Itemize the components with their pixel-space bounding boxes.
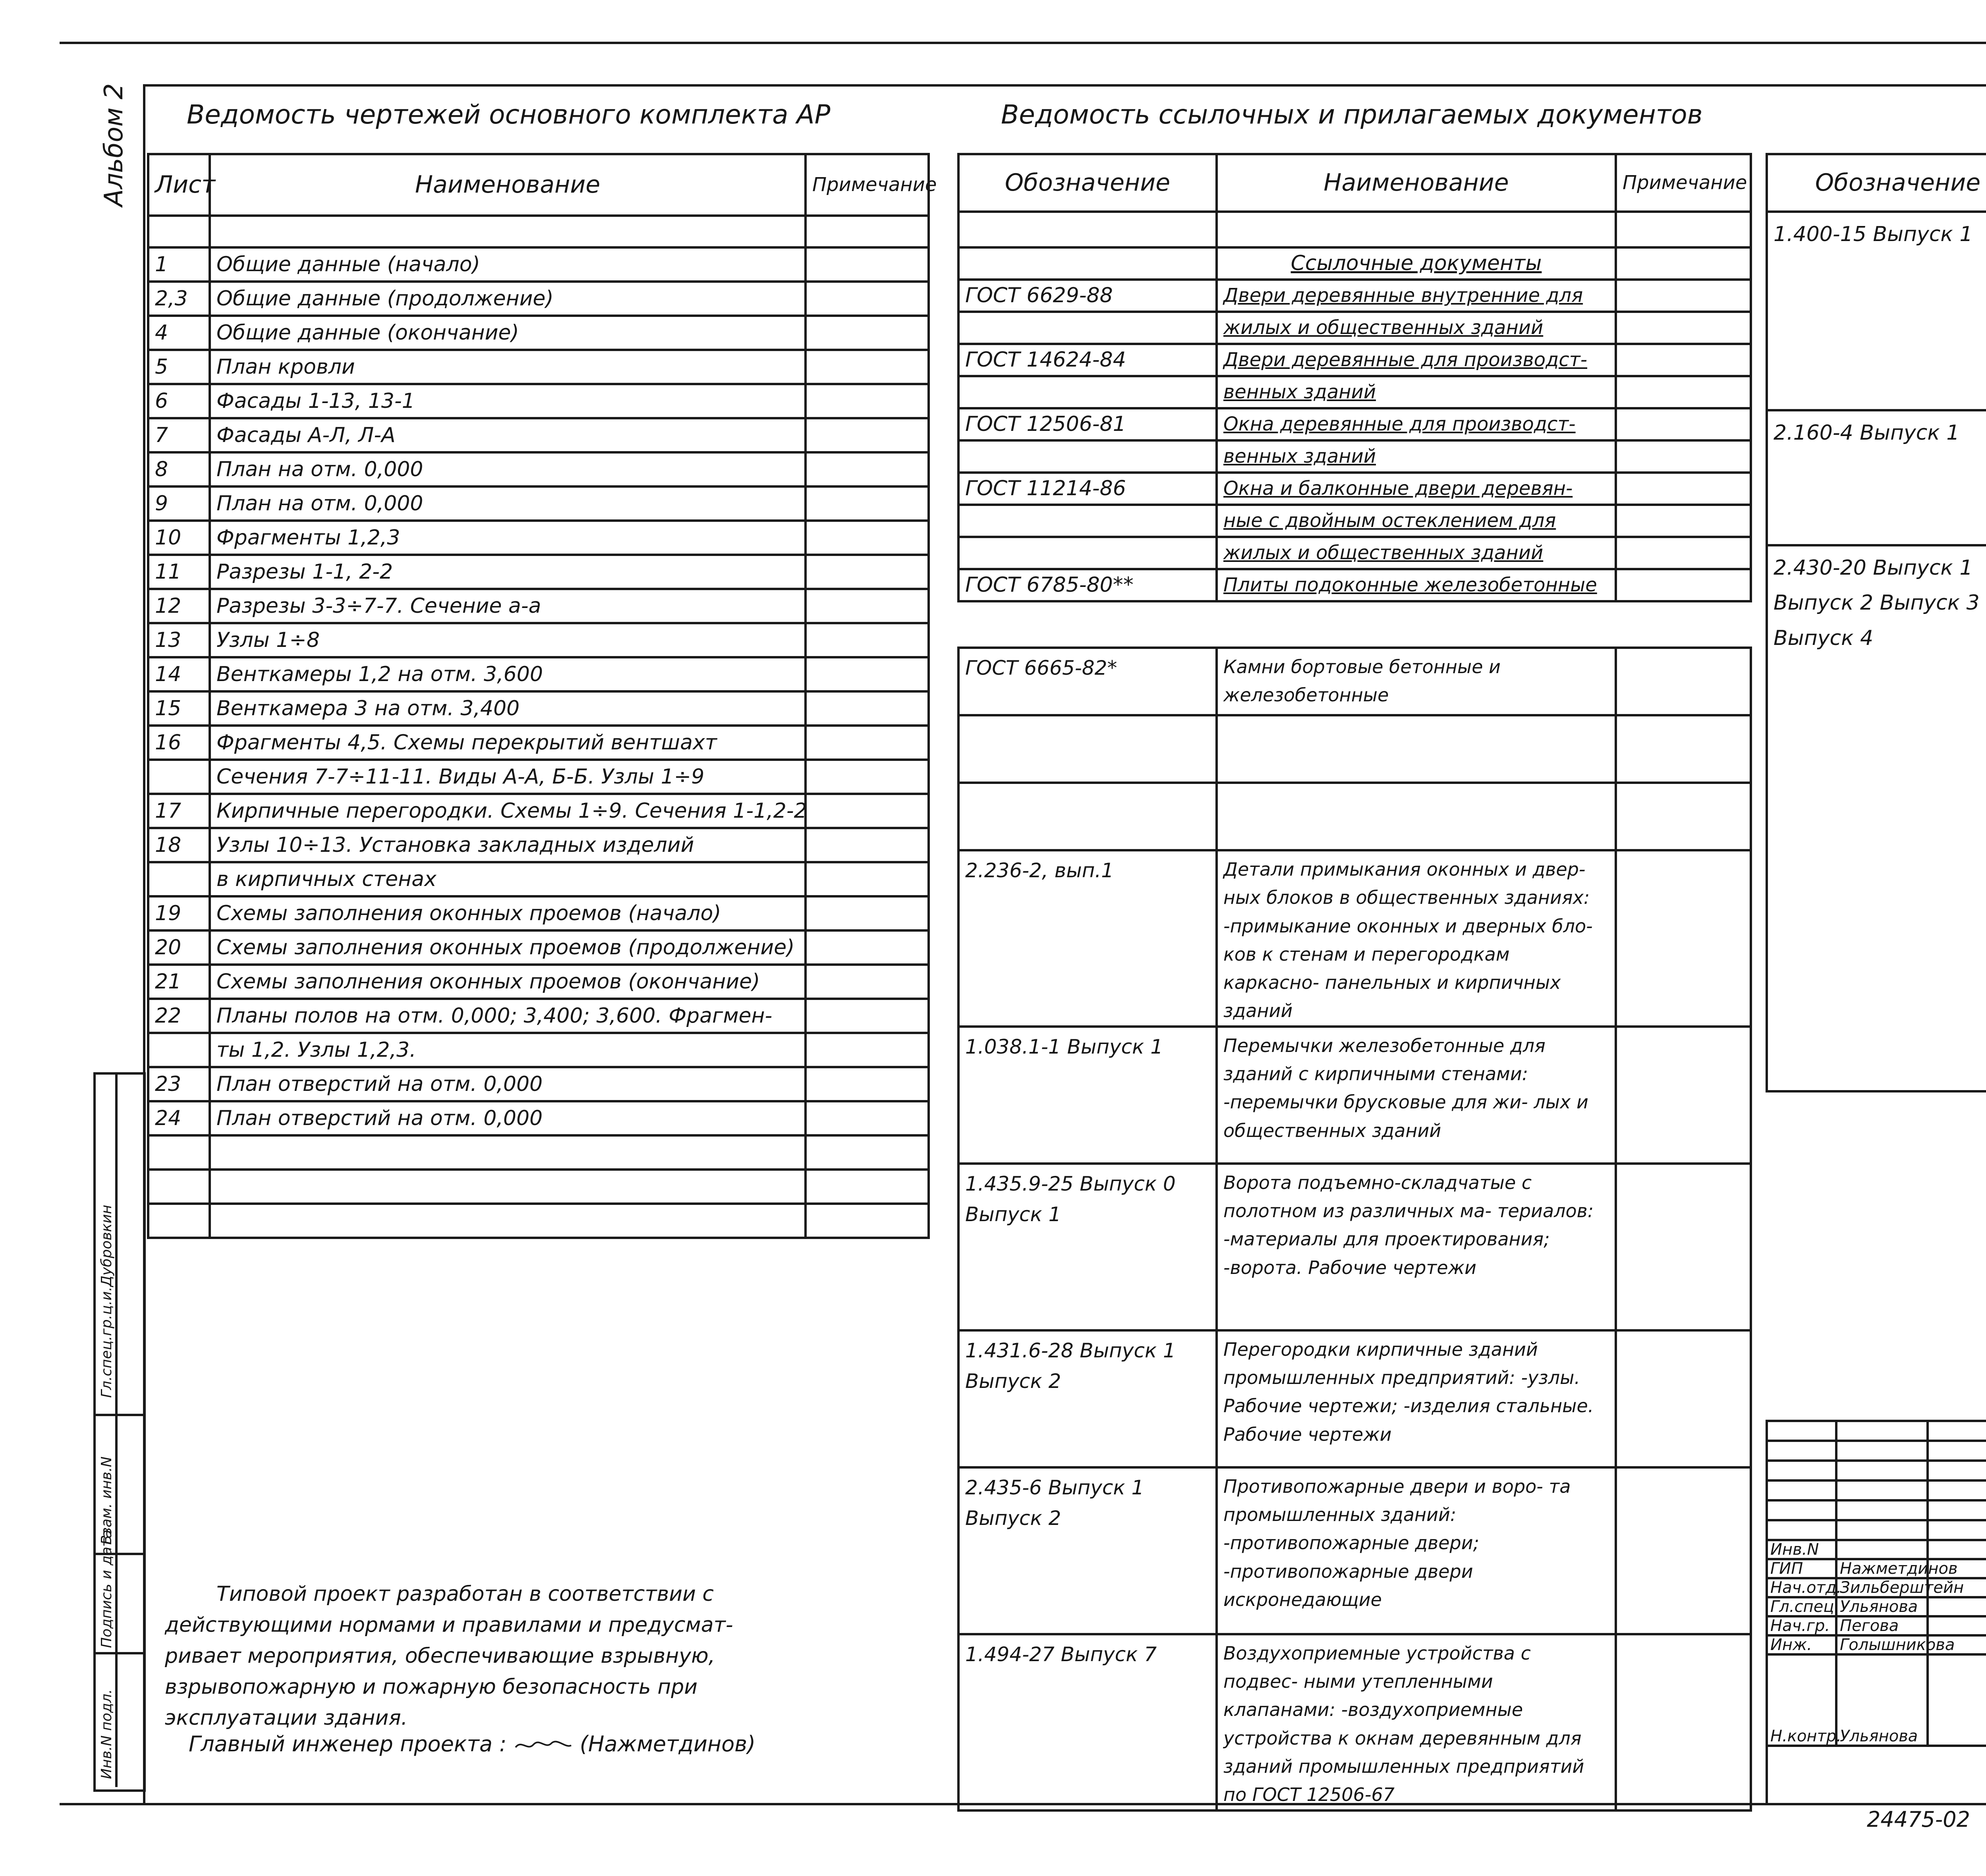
table-row bbox=[958, 247, 1751, 280]
row-note bbox=[806, 999, 929, 1033]
tb-inv-label: Инв.N bbox=[1767, 1540, 1836, 1559]
right-references-table bbox=[1766, 153, 1986, 1092]
row-sheet-number: 10 bbox=[148, 521, 210, 555]
row-name: Фрагменты 4,5. Схемы перекрытий вентшахт bbox=[210, 726, 806, 760]
ref-code bbox=[958, 212, 1217, 247]
table-row bbox=[958, 344, 1751, 376]
row-name: Фасады А-Л, Л-А bbox=[210, 418, 806, 452]
table-row bbox=[148, 555, 929, 589]
stamp-cell bbox=[1928, 1461, 1986, 1480]
stamp-name: Нажметдинов bbox=[1836, 1559, 1928, 1578]
ref-name: жилых и общественных зданий bbox=[1217, 312, 1616, 344]
stamp-role: ГИП bbox=[1767, 1559, 1836, 1578]
row-note bbox=[806, 1204, 929, 1238]
stamp-cell bbox=[1767, 1520, 1836, 1540]
table-row bbox=[148, 418, 929, 452]
table-row bbox=[958, 648, 1751, 715]
table-row bbox=[958, 783, 1751, 850]
row-note bbox=[806, 384, 929, 418]
row-note bbox=[806, 1033, 929, 1067]
stamp-cell bbox=[1928, 1500, 1986, 1520]
table-row bbox=[958, 473, 1751, 505]
ref-name: Камни бортовые бетонные и железобетонные bbox=[1217, 648, 1616, 715]
table-row bbox=[148, 794, 929, 828]
ref-code: ГОСТ 6665-82* bbox=[958, 648, 1217, 715]
row-sheet-number: 8 bbox=[148, 452, 210, 486]
row-note bbox=[806, 965, 929, 999]
table-row bbox=[148, 623, 929, 657]
stamp-cell bbox=[1767, 1441, 1836, 1461]
table-row bbox=[958, 440, 1751, 473]
stamp-cell bbox=[1928, 1421, 1986, 1441]
table-row bbox=[148, 216, 929, 247]
table-row bbox=[148, 1067, 929, 1101]
ref-code: ГОСТ 6629-88 bbox=[958, 280, 1217, 312]
ref-name: Плиты подоконные железобетонные bbox=[1217, 569, 1616, 601]
row-name: Разрезы 3-3÷7-7. Сечение а-а bbox=[210, 589, 806, 623]
stamp-cell bbox=[1836, 1421, 1928, 1441]
row-note bbox=[806, 216, 929, 247]
table-row bbox=[958, 715, 1751, 783]
ref-code bbox=[958, 537, 1217, 569]
row-note bbox=[806, 1170, 929, 1204]
table-row bbox=[1767, 410, 1986, 545]
ref-note bbox=[1616, 1467, 1751, 1634]
ref-name: Окна деревянные для производст- bbox=[1217, 408, 1616, 440]
ref-code: 2.236-2, вып.1 bbox=[958, 850, 1217, 1027]
row-note bbox=[806, 316, 929, 350]
row-name bbox=[210, 1204, 806, 1238]
engineer-name: (Нажметдинов) bbox=[580, 1731, 756, 1756]
stamp-signature bbox=[1928, 1597, 1986, 1616]
stamp-cell bbox=[1767, 1480, 1836, 1500]
row-note bbox=[806, 418, 929, 452]
table-row bbox=[148, 521, 929, 555]
ref-code: 1.494-27 Выпуск 7 bbox=[958, 1634, 1217, 1810]
stamp-cell bbox=[1767, 1421, 1836, 1441]
table-row bbox=[148, 896, 929, 930]
stamp-row bbox=[1767, 1421, 1986, 1441]
frame-top bbox=[60, 42, 1986, 44]
ref-note bbox=[1616, 1027, 1751, 1164]
row-note bbox=[806, 452, 929, 486]
project-note: Типовой проект разработан в соответствии с действующими нормами и правилами и предусмат- ривает мероприятия, обеспечивающие взрывную, взрывопожарную и пожарную безопасность при эксплуатации здания. bbox=[165, 1582, 733, 1730]
ref-code bbox=[958, 505, 1217, 537]
row-note bbox=[806, 1101, 929, 1135]
stamp-row bbox=[1767, 1441, 1986, 1461]
row-name: Схемы заполнения оконных проемов (окончание) bbox=[210, 965, 806, 999]
row-sheet-number: 11 bbox=[148, 555, 210, 589]
ref-note bbox=[1616, 850, 1751, 1027]
col-note-header: Примечание bbox=[806, 154, 929, 216]
row-sheet-number: 20 bbox=[148, 930, 210, 965]
row-note bbox=[806, 1135, 929, 1170]
ref-code: ГОСТ 6785-80** bbox=[958, 569, 1217, 601]
ref-note bbox=[1616, 1164, 1751, 1330]
album-label: Альбом 2 bbox=[99, 83, 129, 207]
frame-top-inner bbox=[143, 84, 1986, 87]
table-row bbox=[958, 1164, 1751, 1330]
stamp-signature bbox=[1928, 1616, 1986, 1635]
row-name bbox=[210, 216, 806, 247]
table-row bbox=[148, 452, 929, 486]
stamp-name: Ульянова bbox=[1836, 1597, 1928, 1616]
row-name: Кирпичные перегородки. Схемы 1÷9. Сечения 1-1,2-2 bbox=[210, 794, 806, 828]
ref-name-header: Наименование bbox=[1217, 154, 1616, 212]
row-note bbox=[806, 691, 929, 726]
table-row bbox=[958, 850, 1751, 1027]
table-row bbox=[148, 282, 929, 316]
ref-name: Противопожарные двери и воро- та промышленных зданий: -противопожарные двери; -противопожарные двери искронедающие bbox=[1217, 1467, 1616, 1634]
row-name: Разрезы 1-1, 2-2 bbox=[210, 555, 806, 589]
stamp-name: Пегова bbox=[1836, 1616, 1928, 1635]
stamp-name: Зильберштейн bbox=[1836, 1578, 1928, 1597]
ref-note bbox=[1616, 344, 1751, 376]
ref-code bbox=[958, 247, 1217, 280]
references-table bbox=[957, 153, 1752, 602]
table-row bbox=[148, 1170, 929, 1204]
ref-note bbox=[1616, 1330, 1751, 1467]
ref-name: Ворота подъемно-складчатые с полотном из различных ма- териалов: -материалы для проектирования; -ворота. Рабочие чертежи bbox=[1217, 1164, 1616, 1330]
ref-name: Двери деревянные для производст- bbox=[1217, 344, 1616, 376]
ref-name: венных зданий bbox=[1217, 440, 1616, 473]
right-code: 2.160-4 Выпуск 1 bbox=[1767, 410, 1986, 545]
row-sheet-number: 17 bbox=[148, 794, 210, 828]
row-note bbox=[806, 862, 929, 896]
row-name: Узлы 10÷13. Установка закладных изделий bbox=[210, 828, 806, 862]
ref-code: ГОСТ 11214-86 bbox=[958, 473, 1217, 505]
row-sheet-number: 14 bbox=[148, 657, 210, 691]
stamp-cell bbox=[1767, 1500, 1836, 1520]
row-note bbox=[806, 589, 929, 623]
right-code: 1.400-15 Выпуск 1 bbox=[1767, 212, 1986, 410]
stamp-name: Ульянова bbox=[1836, 1654, 1928, 1746]
stamp-role-row bbox=[1767, 1578, 1986, 1597]
stamp-cell bbox=[1836, 1520, 1928, 1540]
table-row bbox=[148, 1204, 929, 1238]
row-note bbox=[806, 247, 929, 282]
row-name: Сечения 7-7÷11-11. Виды А-А, Б-Б. Узлы 1÷9 bbox=[210, 760, 806, 794]
ref-note bbox=[1616, 473, 1751, 505]
stamp-role: Гл.спец. bbox=[1767, 1597, 1836, 1616]
row-name: Общие данные (продолжение) bbox=[210, 282, 806, 316]
table-row bbox=[148, 862, 929, 896]
references-blocks-table bbox=[957, 647, 1752, 1812]
ref-note bbox=[1616, 569, 1751, 601]
row-note bbox=[806, 657, 929, 691]
row-name: План на отм. 0,000 bbox=[210, 486, 806, 521]
table-row bbox=[958, 376, 1751, 408]
table-row bbox=[958, 408, 1751, 440]
row-note bbox=[806, 896, 929, 930]
table-row bbox=[958, 1027, 1751, 1164]
row-name: в кирпичных стенах bbox=[210, 862, 806, 896]
row-sheet-number: 12 bbox=[148, 589, 210, 623]
stamp-cell bbox=[1928, 1520, 1986, 1540]
row-name: Фасады 1-13, 13-1 bbox=[210, 384, 806, 418]
middle-table-title: Ведомость ссылочных и прилагаемых документов bbox=[1001, 99, 1703, 130]
col-sheet-header: Лист bbox=[148, 154, 210, 216]
ref-note bbox=[1616, 648, 1751, 715]
ref-note bbox=[1616, 212, 1751, 247]
table-row bbox=[958, 1330, 1751, 1467]
stamp-role: Нач.отд. bbox=[1767, 1578, 1836, 1597]
row-name bbox=[210, 1135, 806, 1170]
engineer-signature bbox=[514, 1737, 573, 1753]
row-sheet-number: 19 bbox=[148, 896, 210, 930]
row-sheet-number bbox=[148, 1135, 210, 1170]
row-note bbox=[806, 623, 929, 657]
row-note bbox=[806, 1067, 929, 1101]
row-sheet-number: 1 bbox=[148, 247, 210, 282]
table-row bbox=[148, 350, 929, 384]
table-row bbox=[148, 1101, 929, 1135]
row-name: Узлы 1÷8 bbox=[210, 623, 806, 657]
row-sheet-number: 2,3 bbox=[148, 282, 210, 316]
engineer-label: Главный инженер проекта : bbox=[189, 1731, 507, 1756]
row-sheet-number: 6 bbox=[148, 384, 210, 418]
row-note bbox=[806, 794, 929, 828]
ref-note bbox=[1616, 505, 1751, 537]
margin-label-chief: Гл.спец.гр.ц.и.Дубровкин bbox=[99, 1204, 115, 1398]
row-name: Венткамера 3 на отм. 3,400 bbox=[210, 691, 806, 726]
row-sheet-number: 23 bbox=[148, 1067, 210, 1101]
ref-name: жилых и общественных зданий bbox=[1217, 537, 1616, 569]
stamp-role-row bbox=[1767, 1597, 1986, 1616]
stamp-role-row bbox=[1767, 1635, 1986, 1654]
table-row bbox=[958, 280, 1751, 312]
row-sheet-number: 18 bbox=[148, 828, 210, 862]
table-row bbox=[148, 999, 929, 1033]
stamp-row bbox=[1767, 1461, 1986, 1480]
stamp-name: Голышникова bbox=[1836, 1635, 1928, 1654]
stamp-row bbox=[1767, 1520, 1986, 1540]
table-row bbox=[958, 505, 1751, 537]
row-note bbox=[806, 555, 929, 589]
ref-name: Ссылочные документы bbox=[1217, 247, 1616, 280]
row-name: ты 1,2. Узлы 1,2,3. bbox=[210, 1033, 806, 1067]
right-code-header: Обозначение bbox=[1767, 154, 1986, 212]
ref-note bbox=[1616, 312, 1751, 344]
row-sheet-number: 13 bbox=[148, 623, 210, 657]
ref-code-header: Обозначение bbox=[958, 154, 1217, 212]
ref-name: Окна и балконные двери деревян- bbox=[1217, 473, 1616, 505]
row-sheet-number bbox=[148, 216, 210, 247]
row-name: План отверстий на отм. 0,000 bbox=[210, 1067, 806, 1101]
margin-divider-h1 bbox=[93, 1414, 143, 1416]
stamp-role: Инж. bbox=[1767, 1635, 1836, 1654]
ref-code bbox=[958, 440, 1217, 473]
ref-name bbox=[1217, 212, 1616, 247]
ref-note bbox=[1616, 1634, 1751, 1810]
ref-note bbox=[1616, 783, 1751, 850]
table-row bbox=[148, 930, 929, 965]
stamp-role-row bbox=[1767, 1559, 1986, 1578]
ref-note bbox=[1616, 715, 1751, 783]
margin-divider-h3 bbox=[93, 1652, 143, 1654]
row-name: План на отм. 0,000 bbox=[210, 452, 806, 486]
stamp-row bbox=[1767, 1480, 1986, 1500]
row-name: Планы полов на отм. 0,000; 3,400; 3,600. Фрагмен- bbox=[210, 999, 806, 1033]
table-row bbox=[148, 589, 929, 623]
stamp-grid bbox=[1766, 1420, 1986, 1747]
row-note bbox=[806, 350, 929, 384]
ref-note bbox=[1616, 376, 1751, 408]
row-sheet-number bbox=[148, 862, 210, 896]
ref-name bbox=[1217, 715, 1616, 783]
ref-note bbox=[1616, 440, 1751, 473]
ref-note bbox=[1616, 247, 1751, 280]
left-table-title: Ведомость чертежей основного комплекта АР bbox=[187, 99, 831, 130]
table-row bbox=[1767, 212, 1986, 410]
row-sheet-number: 24 bbox=[148, 1101, 210, 1135]
ref-code: 1.431.6-28 Выпуск 1 Выпуск 2 bbox=[958, 1330, 1217, 1467]
ref-code bbox=[958, 715, 1217, 783]
ref-name: ные с двойным остеклением для bbox=[1217, 505, 1616, 537]
row-sheet-number bbox=[148, 1170, 210, 1204]
margin-label-vzam: Взам. инв.N bbox=[99, 1456, 115, 1545]
row-sheet-number: 4 bbox=[148, 316, 210, 350]
stamp-cell bbox=[1836, 1461, 1928, 1480]
ref-code bbox=[958, 783, 1217, 850]
table-row bbox=[148, 828, 929, 862]
stamp-cell bbox=[1928, 1441, 1986, 1461]
ref-code: 1.435.9-25 Выпуск 0 Выпуск 1 bbox=[958, 1164, 1217, 1330]
row-name: Схемы заполнения оконных проемов (начало) bbox=[210, 896, 806, 930]
ref-name: Воздухоприемные устройства с подвес- ными утепленными клапанами: -воздухоприемные устройства к окнам деревянным для зданий промышленных предприятий по ГОСТ 12506-67 bbox=[1217, 1634, 1616, 1810]
row-note bbox=[806, 930, 929, 965]
footer-number: 24475-02 bbox=[1867, 1807, 1970, 1832]
ref-code: 1.038.1-1 Выпуск 1 bbox=[958, 1027, 1217, 1164]
table-row bbox=[148, 384, 929, 418]
row-sheet-number: 5 bbox=[148, 350, 210, 384]
stamp-role-row bbox=[1767, 1616, 1986, 1635]
table-row bbox=[148, 965, 929, 999]
table-row bbox=[148, 760, 929, 794]
margin-label-sign: Подпись и дата bbox=[99, 1529, 115, 1648]
row-sheet-number: 9 bbox=[148, 486, 210, 521]
table-row bbox=[148, 1033, 929, 1067]
stamp-signature bbox=[1928, 1654, 1986, 1746]
table-row bbox=[958, 1467, 1751, 1634]
table-row bbox=[958, 537, 1751, 569]
row-name: Схемы заполнения оконных проемов (продолжение) bbox=[210, 930, 806, 965]
row-name: Фрагменты 1,2,3 bbox=[210, 521, 806, 555]
table-row bbox=[1767, 545, 1986, 1091]
table-row bbox=[148, 657, 929, 691]
stamp-cell bbox=[1836, 1500, 1928, 1520]
row-sheet-number bbox=[148, 1033, 210, 1067]
row-sheet-number bbox=[148, 1204, 210, 1238]
row-note bbox=[806, 282, 929, 316]
stamp-cell bbox=[1767, 1461, 1836, 1480]
ref-note bbox=[1616, 280, 1751, 312]
col-name-header: Наименование bbox=[210, 154, 806, 216]
table-row bbox=[958, 212, 1751, 247]
ref-name: Перегородки кирпичные зданий промышленных предприятий: -узлы. Рабочие чертежи; -изделия стальные. Рабочие чертежи bbox=[1217, 1330, 1616, 1467]
row-name: План отверстий на отм. 0,000 bbox=[210, 1101, 806, 1135]
row-note bbox=[806, 828, 929, 862]
ref-code bbox=[958, 312, 1217, 344]
stamp-row bbox=[1767, 1500, 1986, 1520]
stamp-role: Нач.гр. bbox=[1767, 1616, 1836, 1635]
table-row bbox=[148, 316, 929, 350]
stamp-role: Н.контр. bbox=[1767, 1654, 1836, 1746]
margin-stamp bbox=[93, 1072, 146, 1792]
ref-note bbox=[1616, 537, 1751, 569]
margin-divider-1 bbox=[115, 1072, 118, 1787]
row-name: Общие данные (начало) bbox=[210, 247, 806, 282]
row-note bbox=[806, 486, 929, 521]
row-name: Общие данные (окончание) bbox=[210, 316, 806, 350]
ref-name: Перемычки железобетонные для зданий с кирпичными стенами: -перемычки брусковые для жи- лых и общественных зданий bbox=[1217, 1027, 1616, 1164]
table-row bbox=[148, 1135, 929, 1170]
row-note bbox=[806, 521, 929, 555]
engineer-line bbox=[189, 1731, 755, 1756]
margin-label-inv: Инв.N подл. bbox=[99, 1689, 115, 1779]
ref-name: венных зданий bbox=[1217, 376, 1616, 408]
row-sheet-number: 21 bbox=[148, 965, 210, 999]
ref-code bbox=[958, 376, 1217, 408]
row-name bbox=[210, 1170, 806, 1204]
row-sheet-number: 7 bbox=[148, 418, 210, 452]
stamp-cell bbox=[1836, 1480, 1928, 1500]
row-note bbox=[806, 760, 929, 794]
row-sheet-number: 15 bbox=[148, 691, 210, 726]
ref-name: Детали примыкания оконных и двер- ных блоков в общественных зданиях: -примыкание оконных и дверных бло- ков к стенам и перегородкам каркасно- панельных и кирпичных зданий bbox=[1217, 850, 1616, 1027]
ref-code: ГОСТ 12506-81 bbox=[958, 408, 1217, 440]
row-name: Венткамеры 1,2 на отм. 3,600 bbox=[210, 657, 806, 691]
table-row bbox=[958, 312, 1751, 344]
stamp-cell bbox=[1836, 1441, 1928, 1461]
ref-code: 2.435-6 Выпуск 1 Выпуск 2 bbox=[958, 1467, 1217, 1634]
table-row bbox=[958, 569, 1751, 601]
table-row bbox=[958, 1634, 1751, 1810]
ref-note-header: Примечание bbox=[1616, 154, 1751, 212]
row-sheet-number: 16 bbox=[148, 726, 210, 760]
ref-name: Двери деревянные внутренние для bbox=[1217, 280, 1616, 312]
stamp-cell bbox=[1928, 1480, 1986, 1500]
row-name: План кровли bbox=[210, 350, 806, 384]
table-row bbox=[148, 691, 929, 726]
stamp-role-row bbox=[1767, 1654, 1986, 1746]
table-row bbox=[148, 247, 929, 282]
row-sheet-number bbox=[148, 760, 210, 794]
row-sheet-number: 22 bbox=[148, 999, 210, 1033]
ref-note bbox=[1616, 408, 1751, 440]
table-row bbox=[148, 486, 929, 521]
row-note bbox=[806, 726, 929, 760]
table-row bbox=[148, 726, 929, 760]
ref-code: ГОСТ 14624-84 bbox=[958, 344, 1217, 376]
right-code: 2.430-20 Выпуск 1 Выпуск 2 Выпуск 3 Выпуск 4 bbox=[1767, 545, 1986, 1091]
ref-name bbox=[1217, 783, 1616, 850]
drawings-list-table bbox=[147, 153, 937, 1239]
